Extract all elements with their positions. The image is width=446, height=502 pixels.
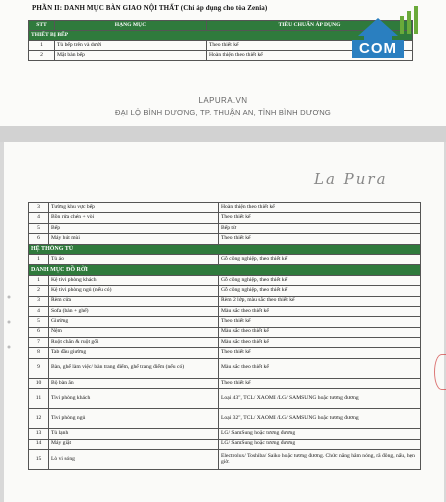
table-row [29,286,421,296]
row-item: Tab đầu giường [49,348,219,358]
row-standard: Rèm 2 lớp, màu sắc theo thiết kế [219,296,421,306]
table-row [29,450,421,470]
watermark-text: COM [352,40,404,58]
row-standard: Theo thiết kế [219,348,421,358]
row-item: Bếp [49,223,219,233]
table-row [29,358,421,378]
handover-table-2 [28,202,421,470]
hole-punch-marks [6,292,12,352]
row-item: Máy giặt [49,439,219,449]
document-page-2 [4,142,444,502]
row-standard: Gỗ công nghiệp, theo thiết kế [219,286,421,296]
row-number: 5 [29,317,49,327]
table-row [29,203,421,213]
row-number: 9 [29,358,49,378]
row-item: Tủ áo [49,254,219,264]
row-item: Bàn, ghế làm việc/ bàn trang điểm, ghế trang điểm (nếu có) [49,358,219,378]
row-item: Tivi phòng ngủ [49,409,219,429]
row-item: Mặt bàn bếp [55,51,207,61]
row-number: 8 [29,348,49,358]
row-standard: Theo thiết kế [219,213,421,223]
row-number: 1 [29,41,55,51]
row-number: 4 [29,213,49,223]
table-row [29,348,421,358]
row-standard: Electrolux/ Toshiba/ Saiko hoặc tương đương. Chức năng hâm nóng, rã đông, nấu, hẹn giờ. [219,450,421,470]
row-number: 6 [29,327,49,337]
row-number: 7 [29,338,49,348]
group-row-cabinets [29,244,421,254]
row-standard: Theo thiết kế [219,234,421,244]
row-item: Tủ bếp trên và dưới [55,41,207,51]
table-row [29,234,421,244]
table-row [29,327,421,337]
table-row [29,306,421,316]
row-item: Kệ tivi phòng khách [49,275,219,285]
row-standard: LG/ SamSung hoặc tương đương [219,429,421,439]
row-number: 1 [29,275,49,285]
header-stt: STT [29,21,55,31]
group-label: DANH MỤC ĐỒ RỜI [29,265,421,275]
header-standard: TIÊU CHUẨN ÁP DỤNG [207,21,413,31]
row-item: Lò vi sóng [49,450,219,470]
row-standard: Gỗ công nghiệp, theo thiết kế [219,254,421,264]
row-item: Tủ lạnh [49,429,219,439]
row-standard: Hoàn thiện theo thiết kế [219,203,421,213]
row-number: 2 [29,286,49,296]
table-row [29,439,421,449]
page-gap [0,126,446,142]
row-number: 14 [29,439,49,449]
table-row [29,378,421,388]
group-label: THIẾT BỊ BẾP [29,31,413,41]
row-number: 5 [29,223,49,233]
row-number: 2 [29,51,55,61]
row-standard: Màu sắc theo thiết kế [219,358,421,378]
row-number: 4 [29,306,49,316]
header-item: HẠNG MỤC [55,21,207,31]
row-item: Máy hút mùi [49,234,219,244]
section-title: PHẦN II: DANH MỤC BÀN GIAO NỘI THẤT (Chỉ áp dụng cho tòa Zenia) [32,4,268,12]
row-number: 3 [29,296,49,306]
row-item: Giường [49,317,219,327]
row-standard: Loại 32", TCL/ XAOMI /LG/ SAMSUNG hoặc tương đương [219,409,421,429]
red-stamp [434,354,446,390]
row-standard: Theo thiết kế [219,317,421,327]
table-row [29,275,421,285]
row-standard: Gỗ công nghiệp, theo thiết kế [219,275,421,285]
row-standard: Màu sắc theo thiết kế [219,306,421,316]
table-row [29,409,421,429]
row-standard: LG/ SamSung hoặc tương đương [219,439,421,449]
group-row-loose-furniture [29,265,421,275]
row-standard: Theo thiết kế [219,378,421,388]
row-number: 6 [29,234,49,244]
footer-brand: LAPURA.VN [198,96,248,105]
row-item: Rèm cửa [49,296,219,306]
document-page-1 [0,0,446,126]
row-standard: Loại 43", TCL/ XAOMI /LG/ SAMSUNG hoặc tương đương [219,389,421,409]
table-row [29,317,421,327]
footer-address: ĐẠI LỘ BÌNH DƯƠNG, TP. THUẬN AN, TỈNH BÌNH DƯƠNG [114,108,332,117]
row-number: 12 [29,409,49,429]
row-item: Tường khu vực bếp [49,203,219,213]
row-item: Ruột chăn & ruột gối [49,338,219,348]
table-row [29,389,421,409]
row-number: 10 [29,378,49,388]
table-row [29,223,421,233]
row-item: Tivi phòng khách [49,389,219,409]
row-item: Kệ tivi phòng ngủ (nếu có) [49,286,219,296]
row-item: Bộ bàn ăn [49,378,219,388]
row-standard: Hoàn thiện theo thiết kế [207,51,413,61]
row-number: 11 [29,389,49,409]
table-row [29,338,421,348]
row-number: 1 [29,254,49,264]
row-standard: Màu sắc theo thiết kế [219,338,421,348]
row-number: 3 [29,203,49,213]
group-label: HỆ THỐNG TỦ [29,244,421,254]
row-standard: Màu sắc theo thiết kế [219,327,421,337]
row-standard: Theo thiết kế [207,41,413,51]
row-number: 15 [29,450,49,470]
row-item: Bồn rửa chén + vòi [49,213,219,223]
row-standard: Bếp từ [219,223,421,233]
table-row [29,429,421,439]
row-number: 13 [29,429,49,439]
table-row [29,296,421,306]
row-item: Sofa (bàn + ghế) [49,306,219,316]
la-pura-logo: La Pura [314,170,388,188]
row-item: Nệm [49,327,219,337]
table-row [29,254,421,264]
table-row [29,213,421,223]
